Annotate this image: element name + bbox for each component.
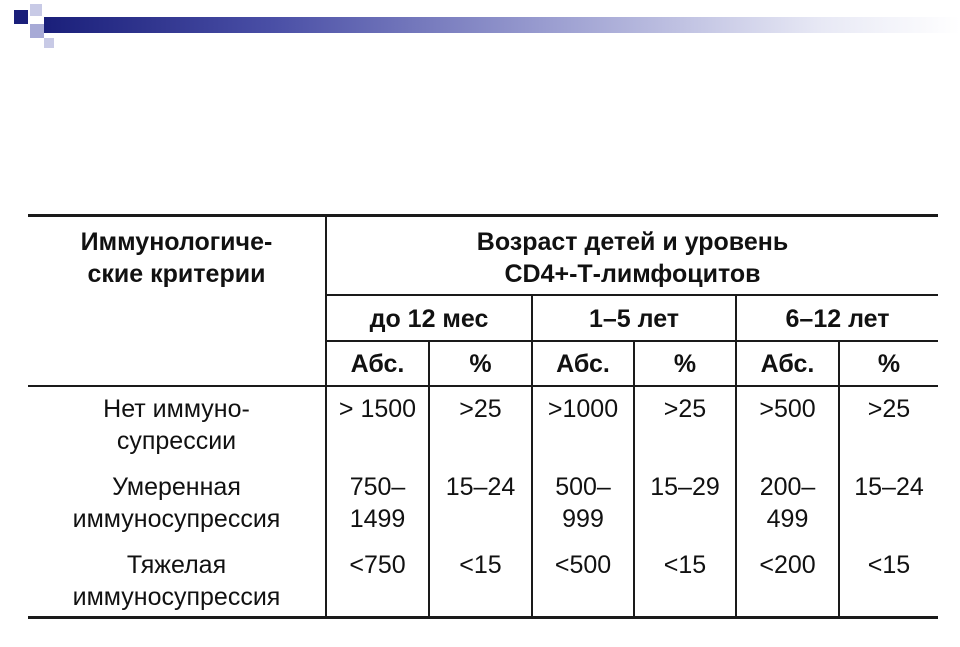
row-label-line1: Умеренная bbox=[112, 473, 241, 501]
row-label-moderate bbox=[28, 471, 325, 535]
cell-line1: > 1500 bbox=[338, 395, 417, 423]
table-cell bbox=[327, 471, 428, 535]
cell-line2: 999 bbox=[562, 505, 604, 533]
cell-line1: <750 bbox=[349, 551, 406, 579]
subheader-pct-1: % bbox=[673, 350, 697, 378]
table-cell bbox=[327, 549, 428, 581]
table-cell bbox=[635, 393, 735, 425]
row-label-line1: Нет иммуно- bbox=[103, 395, 250, 423]
cell-line1: >25 bbox=[867, 395, 911, 423]
table-cell bbox=[840, 471, 938, 503]
cell-line1: 500– bbox=[555, 473, 611, 501]
criteria-header bbox=[28, 226, 325, 290]
cell-line1: >1000 bbox=[547, 395, 619, 423]
rule-bottom bbox=[28, 616, 938, 619]
cell-line1: <15 bbox=[459, 551, 502, 579]
slide-header-ribbon bbox=[0, 0, 960, 60]
table-cell bbox=[430, 549, 531, 581]
table-cell bbox=[327, 393, 428, 425]
age-title bbox=[327, 226, 938, 290]
table-cell bbox=[840, 549, 938, 581]
age-group-2: 6–12 лет bbox=[785, 305, 890, 333]
row-label-line2: иммуносупрессия bbox=[72, 583, 281, 611]
cell-line1: 15–29 bbox=[650, 473, 720, 501]
rule-top bbox=[28, 214, 938, 217]
age-title-line2: CD4+-Т-лимфоцитов bbox=[504, 260, 761, 288]
subheader-abs-1: Абс. bbox=[556, 350, 610, 378]
table-cell bbox=[533, 549, 633, 581]
subheader-abs-2: Абс. bbox=[760, 350, 815, 378]
subheader-pct-2: % bbox=[877, 350, 901, 378]
rule-after-header bbox=[28, 385, 938, 387]
decor-gradient-bar bbox=[44, 17, 960, 33]
cell-line2: 1499 bbox=[349, 505, 406, 533]
decor-square-small bbox=[44, 38, 54, 48]
row-label-line2: иммуносупрессия bbox=[72, 505, 281, 533]
table-cell bbox=[635, 471, 735, 503]
subheader-abs-0: Абс. bbox=[350, 350, 405, 378]
cell-line1: <15 bbox=[867, 551, 911, 579]
cell-line1: >25 bbox=[459, 395, 502, 423]
decor-square-dark bbox=[14, 10, 28, 24]
age-group-1: 1–5 лет bbox=[588, 305, 680, 333]
table-cell bbox=[635, 549, 735, 581]
criteria-header-line2: ские критерии bbox=[87, 260, 266, 288]
criteria-header-line1: Иммунологиче- bbox=[80, 228, 273, 256]
age-title-line1: Возраст детей и уровень bbox=[476, 228, 789, 256]
cell-line1: 750– bbox=[349, 473, 406, 501]
cell-line1: 15–24 bbox=[445, 473, 516, 501]
table-cell bbox=[430, 471, 531, 503]
table-cell bbox=[737, 393, 838, 425]
subheader-pct-0: % bbox=[469, 350, 492, 378]
age-group-0: до 12 мес bbox=[369, 305, 489, 333]
cell-line1: >500 bbox=[759, 395, 816, 423]
decor-square-light bbox=[30, 24, 44, 38]
row-label-line2: супрессии bbox=[116, 427, 237, 455]
table-cell bbox=[840, 393, 938, 425]
table-cell bbox=[737, 549, 838, 581]
table-cell bbox=[533, 393, 633, 425]
row-label-line1: Тяжелая bbox=[126, 551, 227, 579]
cell-line1: <500 bbox=[554, 551, 612, 579]
cell-line1: >25 bbox=[663, 395, 707, 423]
table-cell bbox=[533, 471, 633, 535]
rule-after-age bbox=[325, 340, 938, 342]
row-label-no-suppression bbox=[28, 393, 325, 457]
cell-line1: <200 bbox=[759, 551, 816, 579]
cd4-criteria-table bbox=[28, 210, 938, 620]
table-cell bbox=[737, 471, 838, 535]
cell-line1: 200– bbox=[759, 473, 816, 501]
decor-square-mid bbox=[30, 4, 42, 16]
cell-line1: 15–24 bbox=[854, 473, 924, 501]
table-cell bbox=[430, 393, 531, 425]
cell-line2: 499 bbox=[766, 505, 809, 533]
rule-after-title bbox=[325, 294, 938, 296]
row-label-severe bbox=[28, 549, 325, 613]
cell-line1: <15 bbox=[663, 551, 707, 579]
